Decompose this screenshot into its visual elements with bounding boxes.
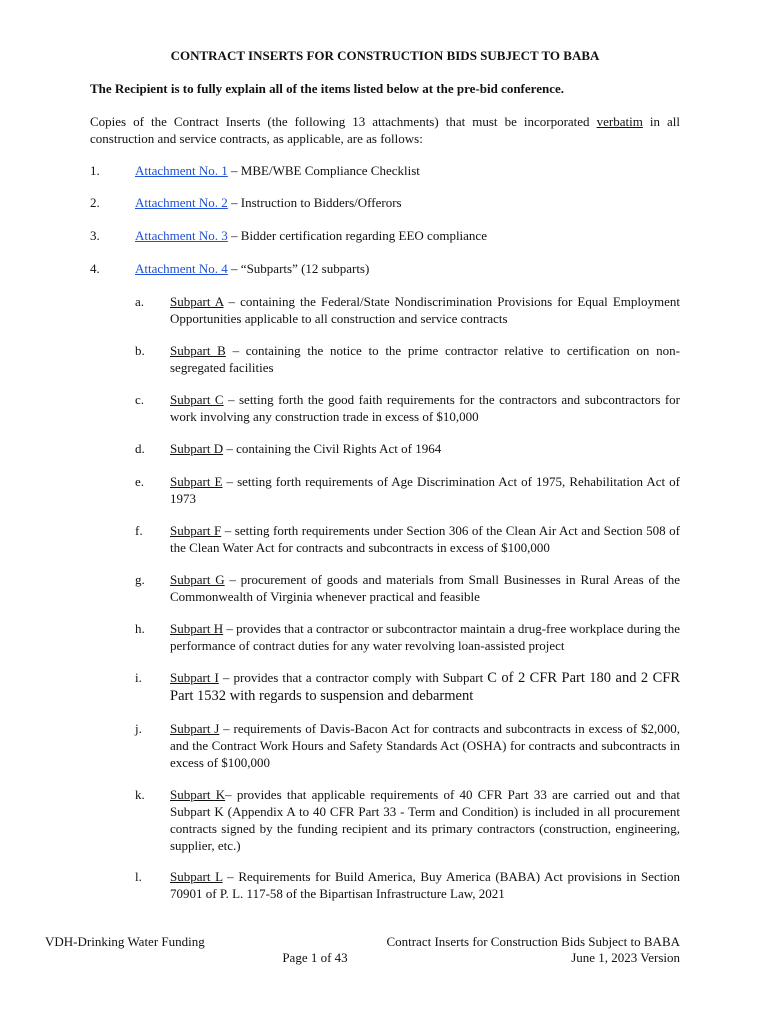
subpart-text — [170, 342, 680, 376]
footer-version: June 1, 2023 Version — [571, 950, 680, 965]
attachment-4-link[interactable]: Attachment No. 4 — [135, 261, 228, 276]
subpart-name: Subpart G — [170, 572, 225, 587]
subpart-description: – provides that a contractor comply with Subpart — [218, 670, 488, 685]
attachment-description: – “Subparts” (12 subparts) — [227, 261, 370, 276]
subpart-letter: j. — [135, 721, 142, 736]
subpart-name: Subpart E — [170, 474, 223, 489]
subpart-name: Subpart C — [170, 392, 224, 407]
subpart-text — [170, 391, 680, 425]
subpart-description: – requirements of Davis-Bacon Act for contracts and subcontracts in excess of $2,000, and the Contract Work Hours and Safety Standards Act (OSHA) for contracts and subcontracts in excess of $100,000 — [170, 721, 680, 770]
attachment-2-link[interactable]: Attachment No. 2 — [135, 195, 228, 210]
attachment-number: 2. — [90, 195, 100, 210]
subpart-letter: h. — [135, 621, 145, 636]
subpart-description: – provides that a contractor or subcontractor maintain a drug-free workplace during the performance of contract duties for any water revolving loan-assisted project — [170, 621, 680, 653]
attachment-number: 1. — [90, 163, 100, 178]
subpart-description: – containing the notice to the prime contractor relative to certification on non-segregated facilities — [170, 343, 680, 375]
subpart-name: Subpart A — [170, 294, 224, 309]
subpart-letter: d. — [135, 441, 145, 456]
subpart-text — [170, 868, 680, 902]
intro-text-end: in all construction and service contracts, as applicable, are as follows: — [90, 114, 681, 146]
attachment-1-link[interactable]: Attachment No. 1 — [135, 163, 228, 178]
subpart-description: – provides that applicable requirements of 40 CFR Part 33 are carried out and that Subpart K (Appendix A to 40 CFR Part 33 - Term and Condition) is included in all procurement contracts signed by the funding recipient and its primary contractors (construction, engineering, supplier, etc.) — [170, 787, 680, 853]
subpart-letter: b. — [135, 343, 145, 358]
subpart-letter: g. — [135, 572, 145, 587]
attachment-number: 4. — [90, 261, 100, 276]
subpart-name: Subpart F — [170, 523, 222, 538]
subpart-text — [170, 669, 680, 705]
subpart-description: – setting forth requirements under Section 306 of the Clean Air Act and Section 508 of the Clean Water Act for contracts and subcontracts in excess of $100,000 — [170, 523, 681, 555]
subpart-text — [170, 473, 680, 507]
attachment-description: – Bidder certification regarding EEO compliance — [227, 228, 487, 243]
subpart-name: Subpart D — [170, 441, 224, 456]
subpart-name: Subpart H — [170, 621, 224, 636]
subpart-name: Subpart I — [170, 670, 219, 685]
page-number: Page 1 of 43 — [282, 950, 348, 965]
subpart-letter: c. — [135, 392, 145, 407]
subpart-description: – Requirements for Build America, Buy America (BABA) Act provisions in Section 70901 of P. L. 117-58 of the Bipartisan Infrastructure Law, 2021 — [170, 869, 680, 901]
subpart-letter: k. — [135, 787, 145, 802]
subpart-text — [170, 293, 680, 327]
subpart-description: – setting forth requirements of Age Discrimination Act of 1975, Rehabilitation Act of 1973 — [170, 474, 680, 506]
subpart-text — [170, 786, 680, 854]
subpart-name: Subpart K — [170, 787, 226, 802]
subpart-name: Subpart L — [170, 869, 223, 884]
attachment-description: – Instruction to Bidders/Offerors — [227, 195, 402, 210]
instruction-heading: The Recipient is to fully explain all of the items listed below at the pre-bid conference. — [90, 81, 564, 96]
subpart-description: – containing the Federal/State Nondiscrimination Provisions for Equal Employment Opportunities applicable to all construction and service contracts — [170, 294, 680, 326]
footer-left: VDH-Drinking Water Funding — [45, 934, 205, 949]
subpart-text — [170, 571, 680, 605]
subpart-letter: i. — [135, 670, 142, 685]
subpart-text — [170, 522, 680, 556]
subpart-letter: f. — [135, 523, 143, 538]
subpart-text — [170, 440, 680, 457]
subpart-text — [170, 720, 680, 771]
subpart-letter: a. — [135, 294, 145, 309]
subpart-description: – procurement of goods and materials from Small Businesses in Rural Areas of the Commonwealth of Virginia whenever practical and feasible — [170, 572, 680, 604]
footer-right: Contract Inserts for Construction Bids Subject to BABA — [386, 934, 680, 949]
intro-paragraph — [90, 113, 680, 147]
subpart-letter: l. — [135, 869, 142, 884]
subpart-text — [170, 620, 680, 654]
intro-underlined-word: verbatim — [596, 114, 643, 129]
intro-text-start: Copies of the Contract Inserts (the following 13 attachments) that must be incorporated — [90, 114, 597, 129]
attachment-3-link[interactable]: Attachment No. 3 — [135, 228, 228, 243]
page-title: CONTRACT INSERTS FOR CONSTRUCTION BIDS SUBJECT TO BABA — [170, 48, 600, 63]
subpart-description-continued: C of 2 CFR Part 180 and 2 CFR Part 1532 with regards to suspension and debarment — [170, 670, 680, 704]
subpart-description: – containing the Civil Rights Act of 1964 — [223, 441, 442, 456]
subpart-letter: e. — [135, 474, 145, 489]
subpart-name: Subpart J — [170, 721, 220, 736]
subpart-description: – setting forth the good faith requirements for the contractors and subcontractors for work involving any construction trade in excess of $10,000 — [170, 392, 680, 424]
attachment-number: 3. — [90, 228, 100, 243]
attachment-description: – MBE/WBE Compliance Checklist — [227, 163, 420, 178]
subpart-name: Subpart B — [170, 343, 226, 358]
